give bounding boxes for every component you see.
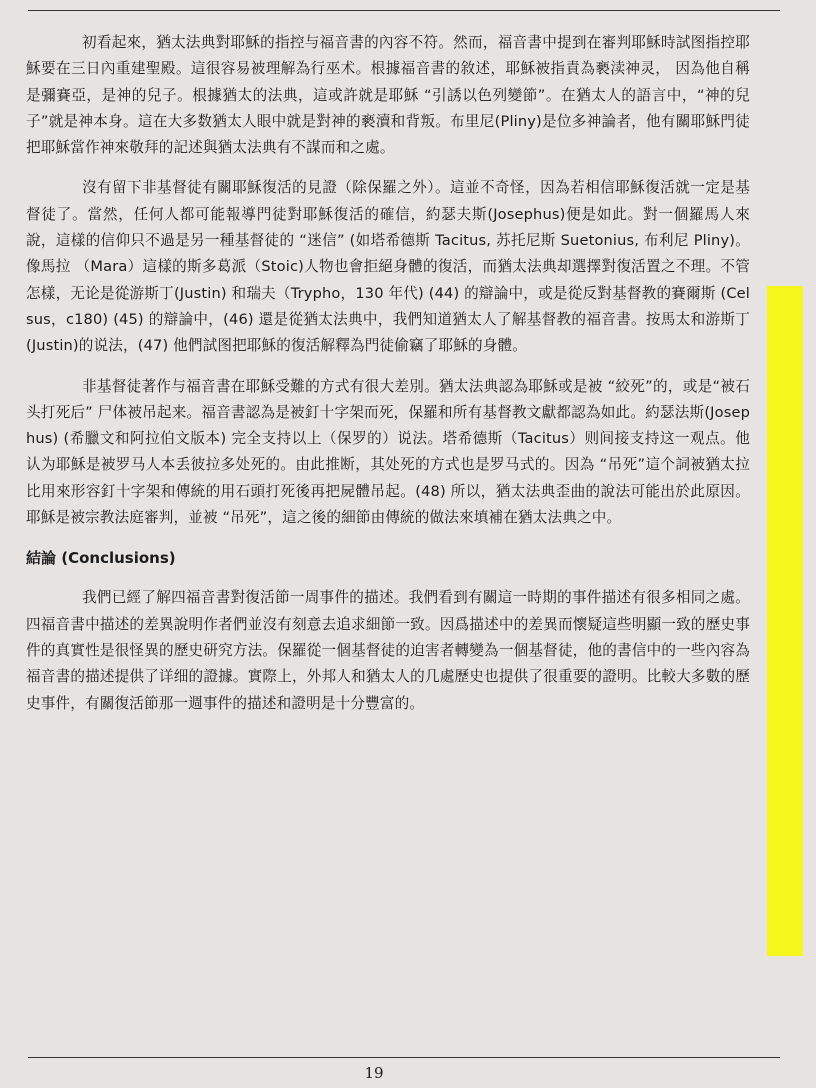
bottom-rule — [28, 1057, 780, 1058]
page-content — [26, 30, 750, 731]
top-rule — [28, 10, 780, 11]
section-heading-conclusions: 結論 (Conclusions) — [26, 549, 176, 568]
paragraph-3: 非基督徒著作与福音書在耶穌受難的方式有很大差別。猶太法典認為耶穌或是被 “絞死”的，或是“被石头打死后” 尸体被吊起来。福音書認為是被釘十字架而死，保羅和所有基督教文獻都認為如此。約瑟法斯(Josephus) (希臘文和阿拉伯文版本) 完全支持以上（保罗的）说法。塔希德斯（Tacitus）则间接支持这一观点。他认为耶穌是被罗马人本丢彼拉多处死的。由此推断，其处死的方式也是罗马式的。因為 “吊死”這个詞被猶太拉比用來形容釘十字架和傳統的用石頭打死後再把屍體吊起。(48) 所以，猶太法典歪曲的說法可能出於此原因。耶穌是被宗教法庭審判，並被 “吊死”，這之後的細節由傳統的做法來填補在猶太法典之中。 — [26, 377, 750, 527]
paragraph-1: 初看起來，猶太法典對耶穌的指控与福音書的內容不符。然而，福音書中提到在審判耶穌時試图指控耶穌要在三日內重建聖殿。這很容易被理解為行巫术。根據福音書的敘述，耶穌被指責為褻渎神灵， 因為他自稱是彌賽亞，是神的兒子。根據猶太的法典，這或許就是耶穌 “引誘以色列變節”。在猶太人的語言中，“神的兒子”就是神本身。這在大多数猶太人眼中就是對神的褻瀆和背叛。布里尼(Pliny)是位多神論者，他有關耶穌門徒把耶穌當作神來敬拜的記述與猶太法典有不謀而和之處。 — [26, 34, 750, 157]
conclusion-paragraph: 我們已經了解四福音書對復活節一周事件的描述。我們看到有關這一時期的事件描述有很多相同之處。四福音書中描述的差異說明作者們並沒有刻意去追求細節一致。因爲描述中的差異而懷疑這些明顯一致的歷史事件的真實性是很怪異的歷史研究方法。保羅從一個基督徒的迫害者轉變為一個基督徒，他的書信中的一些內容為福音書的描述提供了详细的證據。實際上，外邦人和猶太人的几處歷史也提供了很重要的證明。比較大多數的歷史事件，有關復活節那一週事件的描述和證明是十分豐富的。 — [26, 589, 750, 712]
yellow-highlight-bar — [767, 286, 803, 956]
page-number: 19 — [364, 1064, 384, 1082]
paragraph-2: 沒有留下非基督徒有關耶穌復活的見證（除保羅之外）。這並不奇怪，因為若相信耶穌復活就一定是基督徒了。當然，任何人都可能報導門徒對耶穌復活的確信，約瑟夫斯(Josephus)便是如此。對一個羅馬人來說，這樣的信仰只不過是另一種基督徒的 “迷信” (如塔希德斯 Tacitus, 苏托尼斯 Suetonius, 布利尼 Pliny)。 像馬拉 （Mara）這樣的斯多葛派（Stoic)人物也會拒絕身體的復活，而猶太法典却選擇對復活置之不理。不管怎樣，无论是從游斯丁(Justin) 和瑞夫（Trypho，130 年代) (44) 的辯論中，或是從反對基督教的賽爾斯 (Celsus，c180) (45) 的辯論中，(46) 還是從猶太法典中，我們知道猶太人了解基督教的福音書。按馬太和游斯丁(Justin)的说法，(47) 他們試图把耶穌的復活解釋為門徒偷竊了耶穌的身體。 — [26, 179, 750, 355]
